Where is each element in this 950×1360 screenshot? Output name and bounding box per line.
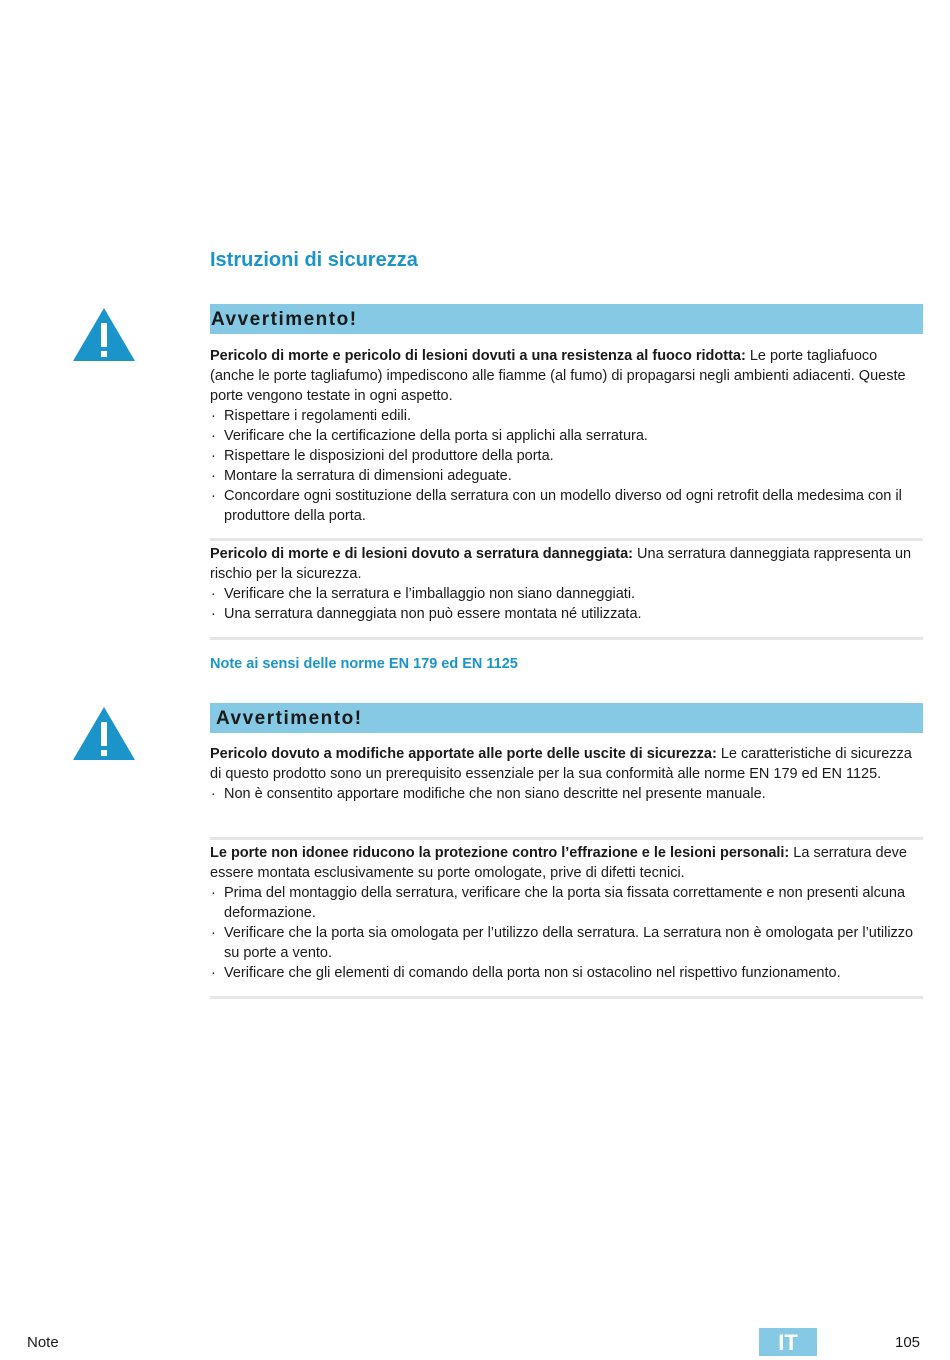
warning-item-text: Le porte tagliafuoco (anche le porte tagliafumo) impediscono alle fiamme (al fumo) di propagarsi negli ambienti adiacenti. Queste porte vengono testate in ogni aspetto. — [210, 348, 906, 404]
warning-item-text: Una serratura danneggiata rappresenta un rischio per la sicurezza. — [210, 546, 912, 582]
bullet-list — [210, 883, 923, 983]
list-item: · Rispettare i regolamenti edili. — [210, 406, 923, 426]
list-item: · Non è consentito apportare modifiche che non siano descritte nel presente manuale. — [210, 784, 923, 804]
list-item: · Montare la serratura di dimensioni adeguate. — [210, 466, 923, 486]
warning-item-text: Le caratteristiche di sicurezza di questo prodotto sono un prerequisito essenziale per la sua conformità alle norme EN 179 ed EN 1125. — [210, 746, 912, 782]
warning-item — [210, 843, 923, 983]
warning-item-title: Pericolo dovuto a modifiche apportate alle porte delle uscite di sicurezza: — [210, 746, 717, 762]
divider — [210, 637, 923, 640]
divider — [210, 538, 923, 541]
bullet-list — [210, 784, 923, 804]
divider — [210, 837, 923, 840]
list-item: · Verificare che gli elementi di comando della porta non si ostacolino nel rispettivo funzionamento. — [210, 963, 923, 983]
page-number: 105 — [895, 1334, 921, 1351]
section-subheading: Note ai sensi delle norme EN 179 ed EN 1125 — [210, 656, 518, 672]
warning-triangle-icon — [72, 705, 136, 761]
list-item: · Verificare che la porta sia omologata per l’utilizzo della serratura. La serratura non è omologata per l’utilizzo su porte a vento. — [210, 923, 923, 963]
list-item: · Prima del montaggio della serratura, verificare che la porta sia fissata correttamente e non presenti alcuna deformazione. — [210, 883, 923, 923]
bullet-list — [210, 406, 923, 526]
list-item: · Verificare che la serratura e l’imballaggio non siano danneggiati. — [210, 584, 923, 604]
language-badge: IT — [759, 1328, 817, 1356]
divider — [210, 996, 923, 999]
warning-heading-1: Avvertimento! — [210, 304, 923, 334]
warning-item-title: Pericolo di morte e pericolo di lesioni dovuti a una resistenza al fuoco ridotta: — [210, 348, 746, 364]
warning-item — [210, 744, 923, 804]
warning-item-title: Le porte non idonee riducono la protezione contro l’effrazione e le lesioni personali: — [210, 845, 790, 861]
warning-item-text: La serratura deve essere montata esclusivamente su porte omologate, prive di difetti tecnici. — [210, 845, 907, 881]
page-title: Istruzioni di sicurezza — [210, 249, 418, 271]
warning-heading-2: Avvertimento! — [210, 703, 923, 733]
list-item: · Rispettare le disposizioni del produttore della porta. — [210, 446, 923, 466]
warning-item — [210, 544, 923, 624]
warning-item-title: Pericolo di morte e di lesioni dovuto a serratura danneggiata: — [210, 546, 634, 562]
list-item: · Una serratura danneggiata non può essere montata né utilizzata. — [210, 604, 923, 624]
list-item: · Concordare ogni sostituzione della serratura con un modello diverso od ogni retrofit della medesima con il produttore della porta. — [210, 486, 923, 526]
bullet-list — [210, 584, 923, 624]
list-item: · Verificare che la certificazione della porta si applichi alla serratura. — [210, 426, 923, 446]
warning-item — [210, 346, 923, 526]
warning-triangle-icon — [72, 306, 136, 362]
footer-section-label: Note — [27, 1334, 59, 1351]
